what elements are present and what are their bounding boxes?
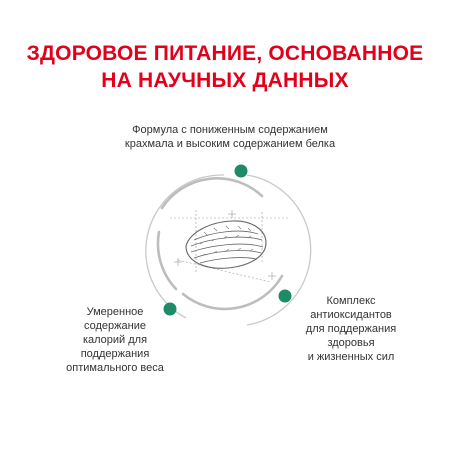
inner-ring-arc-bottom	[183, 276, 282, 309]
outer-ring-arc-right	[247, 175, 311, 325]
inner-ring-arc-side	[158, 232, 176, 289]
benefit-top-line-2: крахмала и высоким содержанием белка	[124, 138, 336, 150]
green-dot-icon-right	[279, 290, 292, 303]
green-dot-icon-left	[164, 303, 177, 316]
benefit-right-line-5: и жизненных сил	[307, 351, 395, 363]
inner-ring-arc-top	[162, 178, 262, 208]
inner-ring	[158, 178, 282, 309]
green-dot-icon-top	[235, 165, 248, 178]
benefit-left-line-1: Умеренное	[86, 306, 144, 318]
benefit-left-line-3: калорий для	[82, 334, 148, 346]
benefit-left-line-2: содержание	[84, 320, 146, 332]
headline-line-2: НА НАУЧНЫХ ДАННЫХ	[101, 69, 349, 92]
benefit-right-line-4: здоровья	[327, 337, 375, 349]
benefit-left-line-5: оптимального веса	[66, 362, 164, 374]
benefit-right-line-3: для поддержания	[305, 323, 397, 335]
benefit-right-line-2: антиоксидантов	[310, 309, 392, 321]
kibble-sketch-icon	[170, 210, 288, 282]
headline-line-1: ЗДОРОВОЕ ПИТАНИЕ, ОСНОВАННОЕ	[26, 42, 424, 65]
benefit-top-line-1: Формула с пониженным содержанием	[132, 124, 328, 136]
benefit-left-line-4: поддержания	[80, 348, 150, 360]
benefit-right-line-1: Комплекс	[326, 295, 376, 307]
